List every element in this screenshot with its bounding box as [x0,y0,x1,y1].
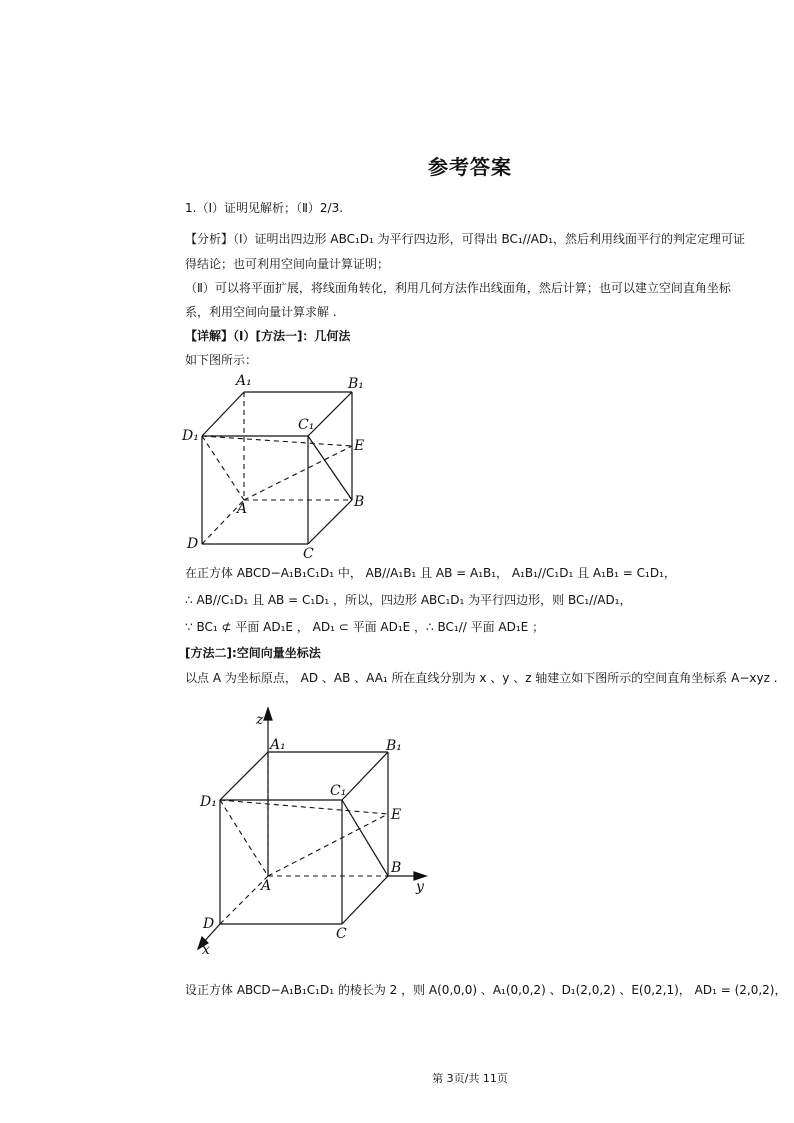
label-D: D [203,916,215,932]
label-B: B [391,860,402,876]
axis-label-y: y [416,879,424,895]
analysis-line-3: （Ⅱ）可以将平面扩展，将线面角转化，利用几何方法作出线面角，然后计算；也可以建立空间直角坐标 [185,281,731,295]
analysis-line-4: 系，利用空间向量计算求解 . [185,305,337,319]
label-B: B [354,494,365,510]
proof-line-2: ∴ AB//C₁D₁ 且 AB = C₁D₁ ，所以，四边形 ABC₁D₁ 为平行四边形，则 BC₁//AD₁， [185,593,632,607]
analysis-line-1: 【分析】（Ⅰ）证明出四边形 ABC₁D₁ 为平行四边形，可得出 BC₁//AD₁，然后利用线面平行的判定定理可证 [185,232,746,246]
proof-line-1: 在正方体 ABCD−A₁B₁C₁D₁ 中， AB//A₁B₁ 且 AB = A₁B₁， A₁B₁//C₁D₁ 且 A₁B₁ = C₁D₁， [185,566,676,580]
page-title: 参考答案 [428,155,512,179]
cube-figure-2 [190,706,440,956]
label-D: D [187,536,199,552]
detail-heading: 【详解】（Ⅰ）[方法一]：几何法 [185,329,351,343]
label-C: C [303,546,314,562]
label-C: C [336,926,347,942]
label-C1: C₁ [330,783,347,799]
figure-intro: 如下图所示： [185,353,258,367]
method-two-heading: [方法二]:空间向量坐标法 [185,646,321,660]
answer-line-1: 1.（Ⅰ）证明见解析；（Ⅱ）2/3. [185,201,344,215]
method-two-setup: 以点 A 为坐标原点， AD 、AB 、AA₁ 所在直线分别为 x 、y 、z 轴建立如下图所示的空间直角坐标系 A−xyz . [185,671,778,685]
page-footer: 第 3页/共 11页 [432,1072,508,1085]
analysis-line-2: 得结论；也可利用空间向量计算证明； [185,257,390,271]
label-B1: B₁ [348,376,364,392]
label-E: E [354,438,365,454]
label-B1: B₁ [386,738,402,754]
label-C1: C₁ [298,417,315,433]
label-A: A [261,878,272,894]
axis-label-x: x [202,942,210,956]
label-A: A [237,501,248,517]
label-A1: A₁ [236,373,252,389]
axis-label-z: z [256,712,264,728]
cube-figure-1 [178,370,398,570]
label-D1: D₁ [200,794,217,810]
proof-line-3: ∵ BC₁ ⊄ 平面 AD₁E ， AD₁ ⊂ 平面 AD₁E ，∴ BC₁// 平面 AD₁E ； [185,620,545,634]
label-E: E [391,807,402,823]
label-D1: D₁ [182,428,199,444]
coordinates-line: 设正方体 ABCD−A₁B₁C₁D₁ 的棱长为 2 ，则 A(0,0,0) 、A₁(0,0,2) 、D₁(2,0,2) 、E(0,2,1)， AD₁ = (2,0,2)， [185,983,787,997]
label-A1: A₁ [270,737,286,753]
